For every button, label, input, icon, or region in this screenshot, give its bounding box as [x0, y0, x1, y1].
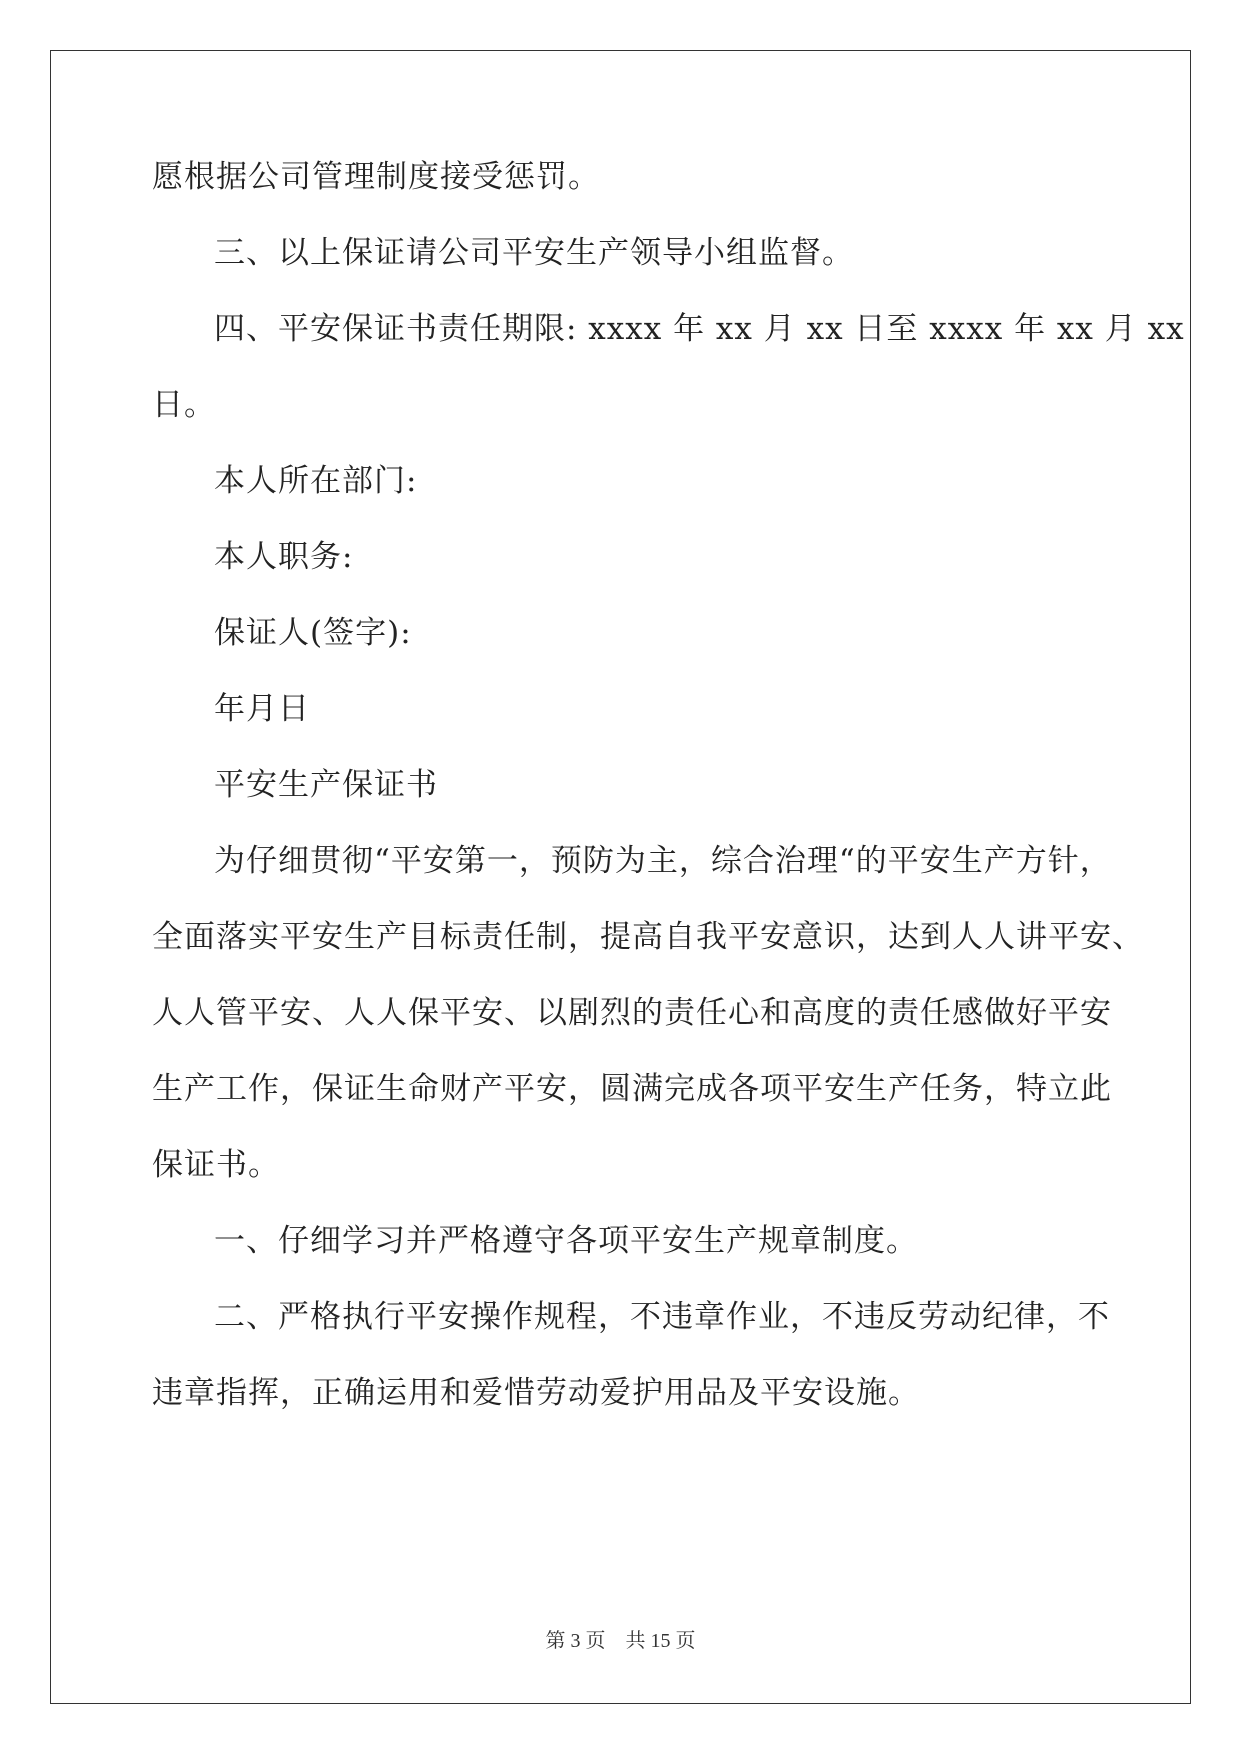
text-line: 人人管平安、人人保平安、以剧烈的责任心和高度的责任感做好平安 [152, 995, 1112, 1031]
page-number: 第 3 页 共 15 页 [545, 1630, 696, 1652]
text-line: 一、仔细学习并严格遵守各项平安生产规章制度。 [214, 1223, 918, 1259]
text-line: 三、以上保证请公司平安生产领导小组监督。 [214, 235, 854, 271]
text-line: 为仔细贯彻“平安第一，预防为主，综合治理“的平安生产方针， [214, 843, 1112, 879]
heading: 平安生产保证书 [214, 767, 438, 803]
text-line: 年月日 [214, 691, 310, 727]
text-line: 违章指挥，正确运用和爱惜劳动爱护用品及平安设施。 [152, 1375, 920, 1411]
text-line: 保证人(签字): [214, 615, 412, 651]
text-line: 愿根据公司管理制度接受惩罚。 [152, 159, 600, 195]
text-line: 全面落实平安生产目标责任制，提高自我平安意识，达到人人讲平安、 [152, 919, 1144, 955]
text-line: 日。 [152, 387, 216, 423]
text-line: 四、平安保证书责任期限: xxxx 年 xx 月 xx 日至 xxxx 年 xx 月 xx [214, 311, 1185, 347]
text-line: 二、严格执行平安操作规程，不违章作业，不违反劳动纪律，不 [214, 1299, 1110, 1335]
text-line: 生产工作，保证生命财产平安，圆满完成各项平安生产任务，特立此 [152, 1071, 1112, 1107]
text-line: 保证书。 [152, 1147, 280, 1183]
text-line: 本人职务: [214, 539, 354, 575]
text-line: 本人所在部门: [214, 463, 418, 499]
